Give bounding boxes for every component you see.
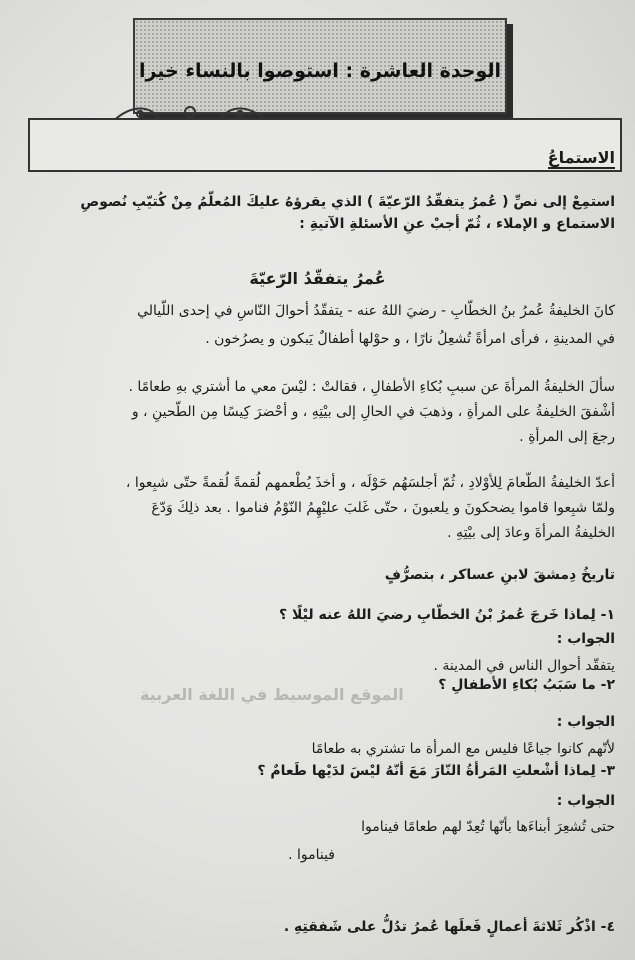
question-1: ١- لِماذا خَرجَ عُمرُ بْنُ الخطّابِ رضيَ اللهُ عنه ليْلًا ؟ bbox=[279, 607, 615, 623]
story-source: تاريخُ دِمشقَ لابنِ عساكر ، بتصرُّفٍ bbox=[384, 567, 615, 583]
story-paragraph-3-line-2: ولمّا شبِعوا قاموا يضحكونَ و يلعبونَ ، حتّى غَلبَ عليْهِمُ النّوْمُ فناموا . بعد ذلِكَ وَدّعَ bbox=[151, 500, 615, 516]
story-paragraph-2-line-3: رجعَ إلى المرأةِ . bbox=[519, 429, 615, 445]
answer-3-line-2: فيناموا . bbox=[288, 847, 335, 863]
instructions-line-1: استمِعْ إلى نصِّ ( عُمرُ يتفقّدُ الرّعيّةَ ) الذي يقرؤهُ عليكَ المُعلّمُ مِنْ كُتيّبِ نُصوصِ bbox=[80, 194, 615, 210]
answer-3-line-1: حتى تُشعِرَ أبناءَها بأنّها تُعِدّ لهم طعامًا فيناموا bbox=[361, 819, 615, 835]
answer-label-2: الجواب : bbox=[556, 714, 615, 730]
story-paragraph-3-line-3: الخليفةُ المرأةَ وعادَ إلى بيْتِهِ . bbox=[447, 525, 615, 541]
story-title: عُمرُ يتفقّدُ الرّعيّةَ bbox=[249, 269, 386, 288]
story-paragraph-2-line-2: أشْفقَ الخليفةُ على المرأةِ ، وذهبَ في الحالِ إلى بيْتِهِ ، و أحْضرَ كِيسًا مِن الطّحينِ ، و bbox=[131, 404, 615, 420]
answer-2: لأنّهم كانوا جياعًا فليس مع المرأة ما تشتري به طعامًا bbox=[311, 741, 615, 757]
story-paragraph-2-line-1: سألَ الخليفةُ المرأةَ عن سببِ بُكاءِ الأطفالِ ، فقالتْ : ليْسَ معي ما أشتري بهِ طعامًا . bbox=[128, 379, 615, 395]
section-label: الاستماعُ bbox=[547, 148, 615, 167]
story-paragraph-1-line-2: في المدينةِ ، فرأى امرأةً تُشعِلُ نارًا ، و حوْلها أطفالٌ يَبكون و يصرُخون . bbox=[205, 331, 615, 347]
instructions-line-2: الاستماع و الإملاء ، ثُمّ أجبْ عنِ الأسئلةِ الآتيةِ : bbox=[299, 216, 615, 232]
answer-1: يتفقّد أحوال الناس في المدينة . bbox=[433, 658, 615, 674]
unit-title: الوحدة العاشرة : استوصوا بالنساء خيرا bbox=[138, 60, 502, 82]
answer-label-3: الجواب : bbox=[556, 793, 615, 809]
question-2: ٢- ما سَبَبُ بُكاءِ الأطفالِ ؟ bbox=[438, 677, 615, 693]
story-paragraph-1-line-1: كانَ الخليفةُ عُمرُ بنُ الخطّابِ - رضيَ اللهُ عنه - يتفقّدُ أحوالَ النّاسِ في إحدى اللّيالي bbox=[137, 303, 615, 319]
story-paragraph-3-line-1: أعدّ الخليفةُ الطّعامَ لِلأوْلادِ ، ثُمّ أجلسَهُم حَوْلَه ، و أخذَ يُطْعمهم لُقمةً لُقمةً حتّى شبِعوا ، bbox=[125, 475, 615, 491]
question-3: ٣- لِماذا أشْعلتِ المَرأةُ النّارَ مَعَ أنّهُ ليْسَ لدَيْها طَعامٌ ؟ bbox=[257, 763, 615, 779]
listening-section-box bbox=[28, 118, 622, 172]
answer-label-1: الجواب : bbox=[556, 631, 615, 647]
watermark-text: الموقع الموسيط في اللغة العربية bbox=[140, 685, 404, 704]
question-4: ٤- اذْكُر ثَلاثةَ أعمالٍ فَعلَها عُمرُ تدُلُّ على شَفقتِهِ . bbox=[283, 919, 615, 935]
